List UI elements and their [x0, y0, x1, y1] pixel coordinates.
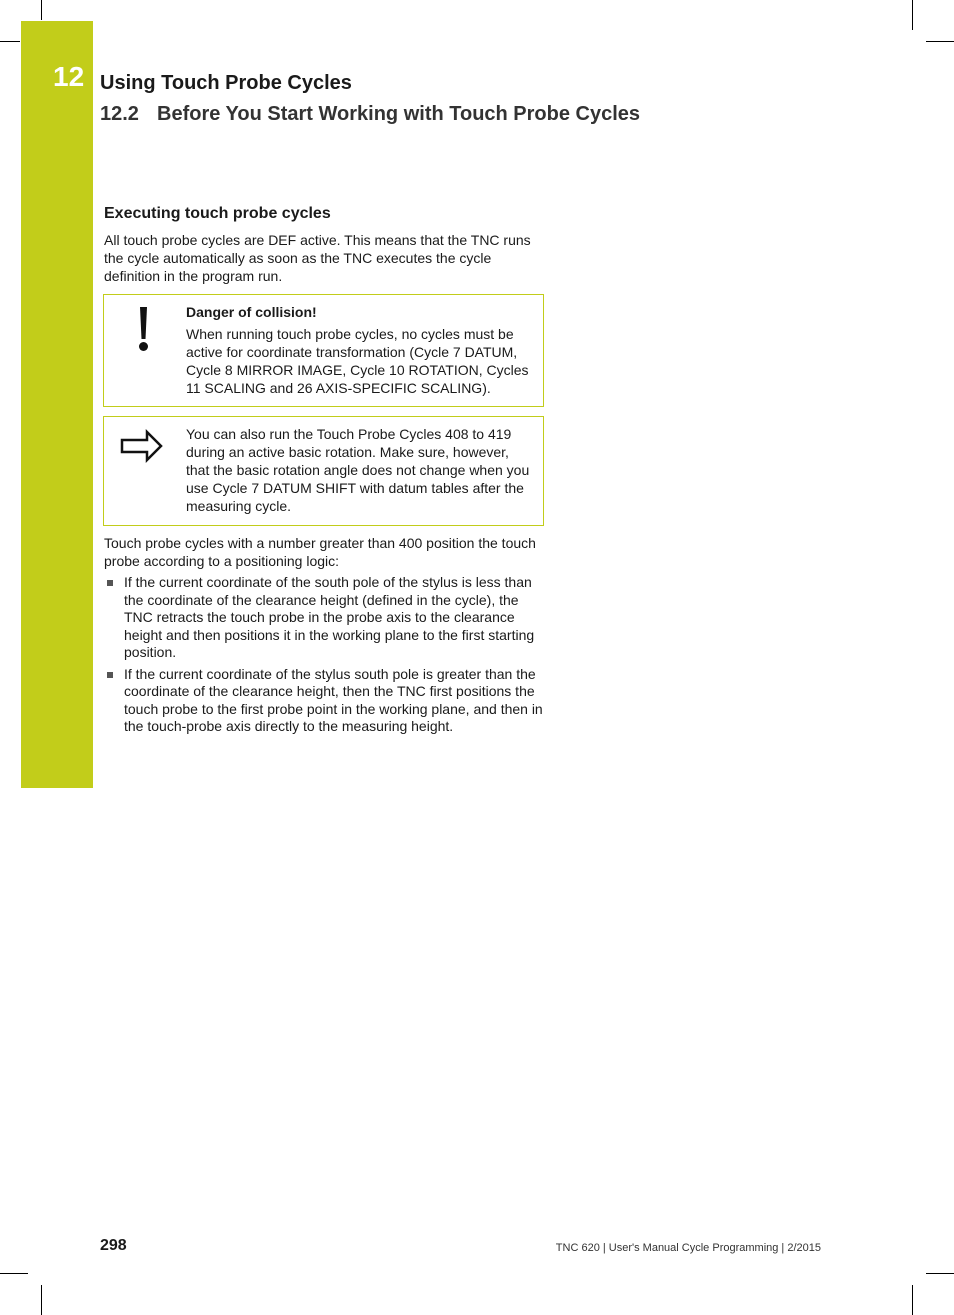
crop-mark	[912, 0, 913, 30]
list-item-text: If the current coordinate of the stylus south pole is greater than the coordinate of the clearance height, then the TNC first positions the touch probe to the first probe point in the working plane, and then in the touch-probe axis directly to the measuring height.	[124, 665, 543, 734]
main-content	[104, 205, 544, 740]
page-number: 298	[100, 1237, 127, 1254]
bullet-icon	[107, 580, 113, 586]
exclamation-icon	[104, 303, 186, 363]
collision-warning-note	[103, 294, 544, 407]
list-item	[104, 574, 544, 662]
warning-icon-column	[104, 295, 186, 406]
info-body: You can also run the Touch Probe Cycles 408 to 419 during an active basic rotation. Make sure, however, that the basic rotation angle does not change when you use Cycle 7 DATUM SHIFT with datum tables after the measuring cycle.	[186, 426, 530, 514]
section-name: Before You Start Working with Touch Probe Cycles	[157, 103, 641, 125]
crop-mark	[0, 1273, 28, 1274]
section-number: 12.2	[100, 103, 139, 125]
section-title	[100, 103, 640, 126]
warning-body: When running touch probe cycles, no cycles must be active for coordinate transformation (Cycle 7 DATUM, Cycle 8 MIRROR IMAGE, Cycle 10 ROTATION, Cycles 11 SCALING and 26 AXIS-SPECIFIC SCALING).	[186, 326, 529, 396]
warning-text	[186, 295, 543, 406]
list-item-text: If the current coordinate of the south pole of the stylus is less than the coordinate of the clearance height (defined in the cycle), the TNC retracts the touch probe in the probe axis to the clearance height and then positions it in the working plane to the first starting position.	[124, 574, 535, 660]
crop-mark	[926, 41, 954, 42]
list-item	[104, 666, 544, 736]
chapter-title: Using Touch Probe Cycles	[100, 72, 352, 94]
footer-text: TNC 620 | User's Manual Cycle Programming | 2/2015	[555, 1242, 821, 1254]
info-note	[103, 416, 544, 526]
positioning-intro: Touch probe cycles with a number greater than 400 position the touch probe according to a positioning logic:	[104, 535, 536, 569]
warning-label: Danger of collision!	[186, 304, 317, 320]
crop-mark	[912, 1285, 913, 1315]
page-heading: Executing touch probe cycles	[104, 205, 331, 222]
info-text	[186, 417, 543, 525]
chapter-number: 12	[53, 61, 85, 92]
info-icon-column	[104, 417, 186, 525]
crop-mark	[41, 0, 42, 20]
crop-mark	[0, 41, 20, 42]
crop-mark	[41, 1285, 42, 1315]
arrow-right-icon	[104, 423, 186, 473]
positioning-list	[104, 574, 544, 736]
intro-paragraph: All touch probe cycles are DEF active. This means that the TNC runs the cycle automatically as soon as the TNC executes the cycle definition in the program run.	[104, 232, 531, 284]
chapter-sidebar	[21, 21, 93, 788]
bullet-icon	[107, 672, 113, 678]
crop-mark	[926, 1273, 954, 1274]
